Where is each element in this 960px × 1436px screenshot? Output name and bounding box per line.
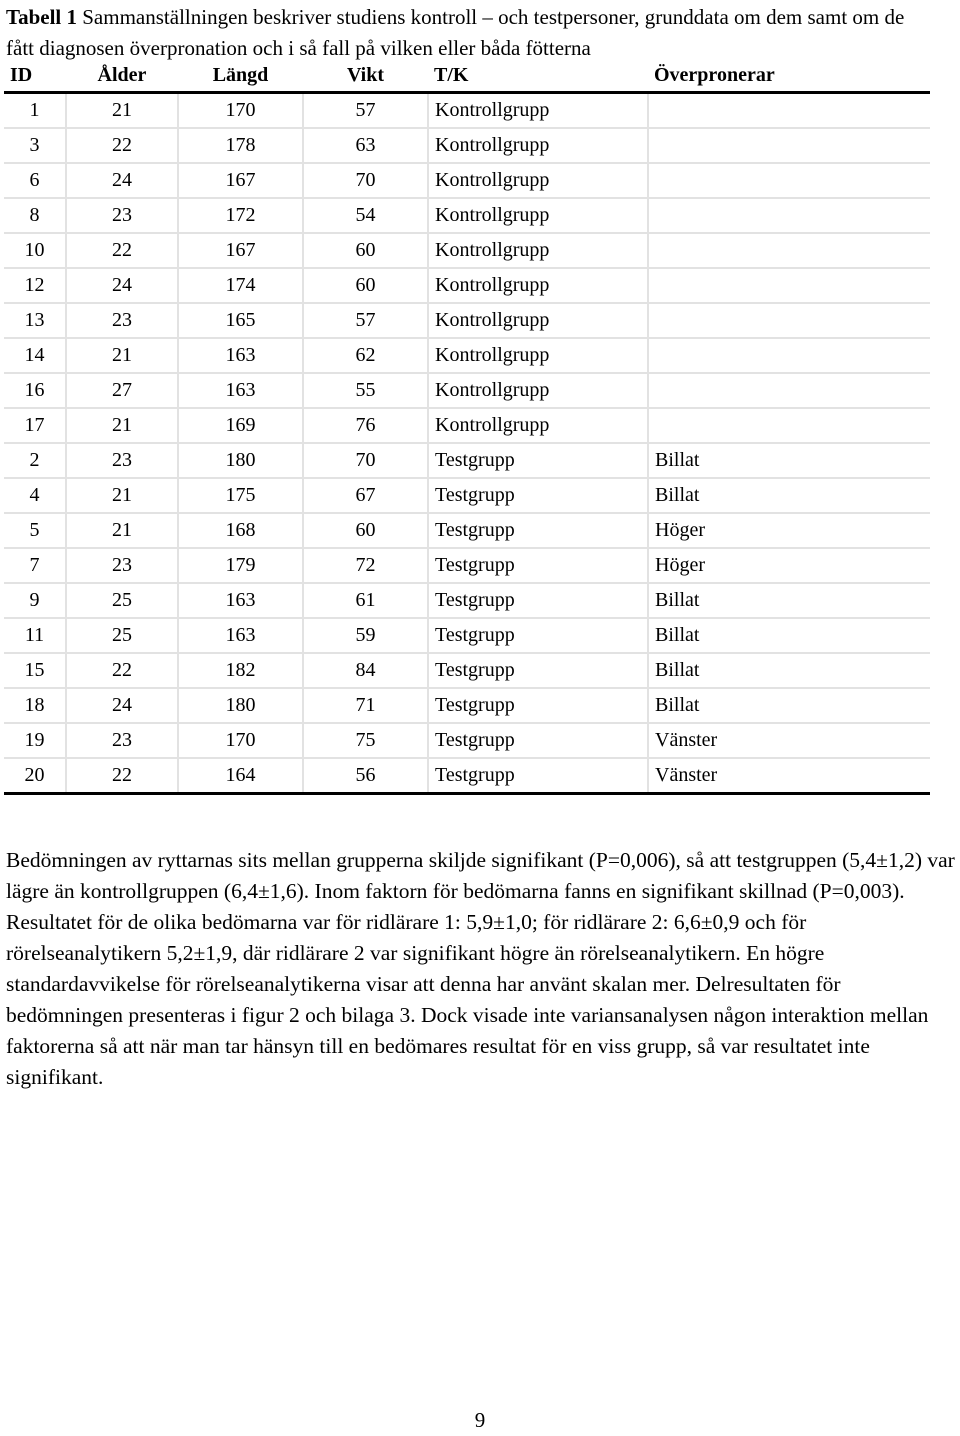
- cell-age: 22: [66, 758, 178, 794]
- cell-age: 21: [66, 93, 178, 129]
- cell-overpronation: [648, 268, 930, 303]
- table-row: [4, 198, 930, 233]
- cell-id: 8: [4, 198, 66, 233]
- cell-group: Testgrupp: [428, 478, 648, 513]
- table-caption: [6, 2, 936, 64]
- table-row: [4, 478, 930, 513]
- cell-id: 15: [4, 653, 66, 688]
- page-number: 9: [474, 1408, 486, 1432]
- caption-text: Sammanställningen beskriver studiens kontroll – och testpersoner, grunddata om dem samt om de fått diagnosen överpronation och i så fall på vilken eller båda fötterna: [6, 5, 905, 60]
- cell-group: Kontrollgrupp: [428, 198, 648, 233]
- cell-length: 180: [178, 443, 303, 478]
- cell-overpronation: [648, 128, 930, 163]
- cell-age: 25: [66, 583, 178, 618]
- cell-group: Kontrollgrupp: [428, 303, 648, 338]
- cell-id: 18: [4, 688, 66, 723]
- cell-age: 24: [66, 688, 178, 723]
- cell-group: Testgrupp: [428, 758, 648, 794]
- cell-age: 24: [66, 268, 178, 303]
- table-row: [4, 408, 930, 443]
- cell-length: 182: [178, 653, 303, 688]
- cell-group: Kontrollgrupp: [428, 268, 648, 303]
- cell-overpronation: Höger: [648, 513, 930, 548]
- cell-length: 163: [178, 373, 303, 408]
- cell-overpronation: Billat: [648, 688, 930, 723]
- cell-length: 179: [178, 548, 303, 583]
- table-row: [4, 513, 930, 548]
- cell-length: 169: [178, 408, 303, 443]
- cell-id: 7: [4, 548, 66, 583]
- cell-weight: 75: [303, 723, 428, 758]
- cell-weight: 55: [303, 373, 428, 408]
- table-row: [4, 583, 930, 618]
- cell-overpronation: [648, 373, 930, 408]
- header-group: T/K: [428, 60, 648, 93]
- table-row: [4, 688, 930, 723]
- cell-id: 1: [4, 93, 66, 129]
- cell-group: Kontrollgrupp: [428, 373, 648, 408]
- cell-id: 4: [4, 478, 66, 513]
- cell-overpronation: Vänster: [648, 723, 930, 758]
- cell-overpronation: [648, 233, 930, 268]
- cell-id: 2: [4, 443, 66, 478]
- table-header-row: [4, 60, 930, 93]
- cell-length: 163: [178, 583, 303, 618]
- cell-length: 170: [178, 723, 303, 758]
- cell-age: 24: [66, 163, 178, 198]
- cell-age: 21: [66, 478, 178, 513]
- cell-group: Kontrollgrupp: [428, 233, 648, 268]
- cell-weight: 71: [303, 688, 428, 723]
- cell-weight: 84: [303, 653, 428, 688]
- cell-overpronation: [648, 303, 930, 338]
- cell-weight: 60: [303, 233, 428, 268]
- cell-id: 5: [4, 513, 66, 548]
- table-row: [4, 723, 930, 758]
- cell-overpronation: [648, 408, 930, 443]
- cell-weight: 76: [303, 408, 428, 443]
- cell-age: 22: [66, 233, 178, 268]
- cell-age: 23: [66, 443, 178, 478]
- cell-age: 21: [66, 408, 178, 443]
- header-length: Längd: [178, 60, 303, 93]
- cell-age: 23: [66, 548, 178, 583]
- cell-group: Testgrupp: [428, 653, 648, 688]
- cell-group: Kontrollgrupp: [428, 408, 648, 443]
- data-table: [4, 60, 930, 795]
- cell-overpronation: [648, 338, 930, 373]
- cell-age: 25: [66, 618, 178, 653]
- table-row: [4, 373, 930, 408]
- cell-group: Testgrupp: [428, 618, 648, 653]
- cell-id: 9: [4, 583, 66, 618]
- cell-age: 23: [66, 303, 178, 338]
- cell-group: Testgrupp: [428, 723, 648, 758]
- cell-id: 14: [4, 338, 66, 373]
- cell-overpronation: Höger: [648, 548, 930, 583]
- table-row: [4, 93, 930, 129]
- cell-length: 178: [178, 128, 303, 163]
- cell-id: 12: [4, 268, 66, 303]
- cell-length: 164: [178, 758, 303, 794]
- cell-length: 163: [178, 618, 303, 653]
- table-row: [4, 443, 930, 478]
- cell-overpronation: Billat: [648, 653, 930, 688]
- cell-id: 3: [4, 128, 66, 163]
- cell-weight: 54: [303, 198, 428, 233]
- table-row: [4, 233, 930, 268]
- results-paragraph: Bedömningen av ryttarnas sits mellan grupperna skiljde signifikant (P=0,006), så att testgruppen (5,4±1,2) var lägre än kontrollgruppen (6,4±1,6). Inom faktorn för bedömarna fanns en signifikant skillnad (P=0,003). Resultatet för de olika bedömarna var för ridlärare 1: 5,9±1,0; för ridlärare 2: 6,6±0,9 och för rörelseanalytikern 5,2±1,9, där ridlärare 2 var signifikant högre än rörelseanalytikern. En högre standardavvikelse för rörelseanalytikerna visar att denna har använt skalan mer. Delresultaten för bedömningen presenteras i figur 2 och bilaga 3. Dock visade inte variansanalysen någon interaktion mellan faktorerna så att när man tar hänsyn till en bedömares resultat för en viss grupp, så var resultatet inte signifikant.: [6, 848, 955, 1089]
- cell-weight: 62: [303, 338, 428, 373]
- cell-weight: 67: [303, 478, 428, 513]
- cell-group: Testgrupp: [428, 688, 648, 723]
- cell-id: 16: [4, 373, 66, 408]
- cell-overpronation: [648, 198, 930, 233]
- cell-length: 167: [178, 233, 303, 268]
- table-body: [4, 93, 930, 794]
- cell-group: Kontrollgrupp: [428, 93, 648, 129]
- cell-length: 174: [178, 268, 303, 303]
- cell-overpronation: Billat: [648, 583, 930, 618]
- cell-id: 11: [4, 618, 66, 653]
- cell-length: 165: [178, 303, 303, 338]
- cell-weight: 70: [303, 443, 428, 478]
- cell-weight: 60: [303, 513, 428, 548]
- table-row: [4, 758, 930, 794]
- cell-weight: 70: [303, 163, 428, 198]
- cell-id: 19: [4, 723, 66, 758]
- cell-overpronation: Billat: [648, 478, 930, 513]
- cell-weight: 61: [303, 583, 428, 618]
- cell-weight: 63: [303, 128, 428, 163]
- cell-length: 163: [178, 338, 303, 373]
- cell-id: 20: [4, 758, 66, 794]
- cell-length: 167: [178, 163, 303, 198]
- cell-group: Kontrollgrupp: [428, 338, 648, 373]
- cell-group: Testgrupp: [428, 443, 648, 478]
- cell-weight: 57: [303, 93, 428, 129]
- cell-group: Kontrollgrupp: [428, 128, 648, 163]
- cell-overpronation: [648, 93, 930, 129]
- cell-age: 27: [66, 373, 178, 408]
- table-row: [4, 163, 930, 198]
- cell-weight: 56: [303, 758, 428, 794]
- cell-overpronation: [648, 163, 930, 198]
- cell-group: Testgrupp: [428, 548, 648, 583]
- header-id: ID: [4, 60, 66, 93]
- cell-length: 168: [178, 513, 303, 548]
- table-row: [4, 338, 930, 373]
- cell-group: Testgrupp: [428, 583, 648, 618]
- cell-overpronation: Vänster: [648, 758, 930, 794]
- caption-label: Tabell 1: [6, 5, 77, 29]
- table-row: [4, 128, 930, 163]
- cell-id: 13: [4, 303, 66, 338]
- cell-id: 10: [4, 233, 66, 268]
- cell-age: 22: [66, 128, 178, 163]
- cell-overpronation: Billat: [648, 618, 930, 653]
- cell-age: 23: [66, 198, 178, 233]
- cell-age: 21: [66, 338, 178, 373]
- cell-group: Testgrupp: [428, 513, 648, 548]
- cell-weight: 72: [303, 548, 428, 583]
- cell-age: 22: [66, 653, 178, 688]
- cell-length: 180: [178, 688, 303, 723]
- cell-weight: 60: [303, 268, 428, 303]
- cell-id: 17: [4, 408, 66, 443]
- cell-length: 172: [178, 198, 303, 233]
- cell-group: Kontrollgrupp: [428, 163, 648, 198]
- cell-weight: 57: [303, 303, 428, 338]
- cell-length: 170: [178, 93, 303, 129]
- header-weight: Vikt: [303, 60, 428, 93]
- cell-age: 21: [66, 513, 178, 548]
- table-row: [4, 618, 930, 653]
- cell-age: 23: [66, 723, 178, 758]
- table-row: [4, 303, 930, 338]
- cell-id: 6: [4, 163, 66, 198]
- cell-length: 175: [178, 478, 303, 513]
- header-age: Ålder: [66, 60, 178, 93]
- cell-weight: 59: [303, 618, 428, 653]
- header-overpronation: Överpronerar: [648, 60, 930, 93]
- table-row: [4, 268, 930, 303]
- table-row: [4, 548, 930, 583]
- table-row: [4, 653, 930, 688]
- cell-overpronation: Billat: [648, 443, 930, 478]
